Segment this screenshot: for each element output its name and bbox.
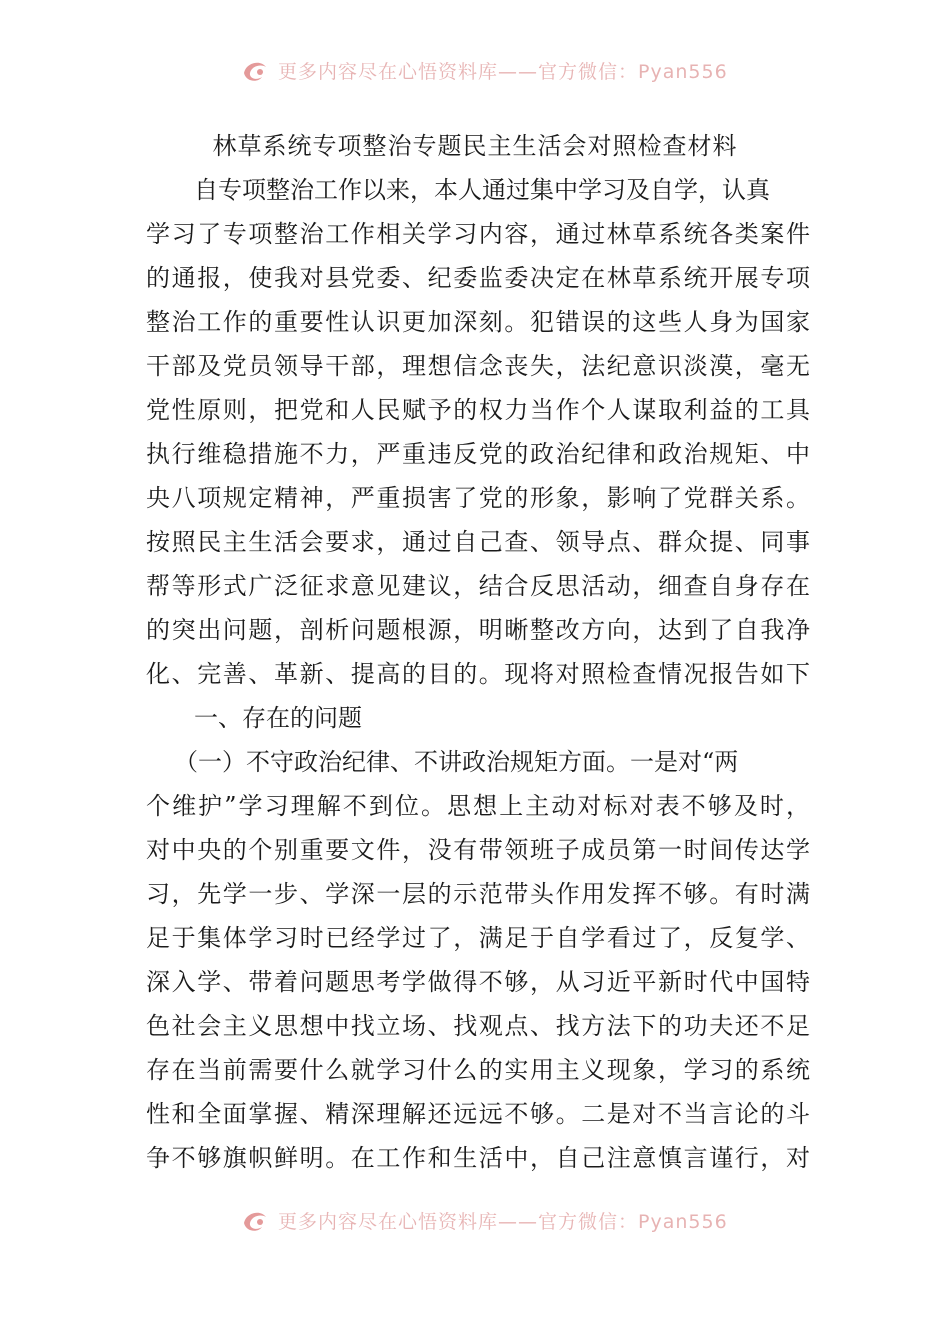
- section-heading: 一、存在的问题: [194, 704, 362, 732]
- text-line: 按照民主生活会要求，通过自己查、领导点、群众提、同事: [146, 528, 810, 556]
- text-line: 整治工作的重要性认识更加深刻。犯错误的这些人身为国家: [146, 308, 810, 336]
- watermark-footer: [240, 1200, 760, 1240]
- watermark-text: 更多内容尽在心悟资料库——官方微信：Pyan556: [278, 1210, 728, 1233]
- watermark-text: 更多内容尽在心悟资料库——官方微信：Pyan556: [278, 60, 728, 83]
- text-line: 习，先学一步、学深一层的示范带头作用发挥不够。有时满: [146, 880, 810, 908]
- text-line: 执行维稳措施不力，严重违反党的政治纪律和政治规矩、中: [146, 440, 810, 468]
- document-body: [146, 168, 810, 1180]
- text-line: 自专项整治工作以来，本人通过集中学习及自学，认真: [194, 176, 770, 204]
- text-line: 深入学、带着问题思考学做得不够，从习近平新时代中国特: [146, 968, 810, 996]
- text-line: 性和全面掌握、精深理解还远远不够。二是对不当言论的斗: [146, 1100, 810, 1128]
- text-line: 足于集体学习时已经学过了，满足于自学看过了，反复学、: [146, 924, 810, 952]
- text-line: （一）不守政治纪律、不讲政治规矩方面。一是对“两: [174, 748, 739, 776]
- text-line: 对中央的个别重要文件，没有带领班子成员第一时间传达学: [146, 836, 810, 864]
- swirl-logo-icon: [240, 1205, 270, 1235]
- text-line: 党性原则，把党和人民赋予的权力当作个人谋取利益的工具: [146, 396, 810, 424]
- text-line: 干部及党员领导干部，理想信念丧失，法纪意识淡漠，毫无: [146, 352, 810, 380]
- document-title: 林草系统专项整治专题民主生活会对照检查材料: [212, 132, 738, 160]
- text-line: 央八项规定精神，严重损害了党的形象，影响了党群关系。: [146, 484, 810, 512]
- text-line: 化、完善、革新、提高的目的。现将对照检查情况报告如下: [146, 660, 810, 688]
- watermark-header: [240, 50, 760, 90]
- text-line: 学习了专项整治工作相关学习内容，通过林草系统各类案件: [146, 220, 810, 248]
- text-line: 争不够旗帜鲜明。在工作和生活中，自己注意慎言谨行，对: [146, 1144, 810, 1172]
- text-line: 个维护”学习理解不到位。思想上主动对标对表不够及时，: [146, 792, 810, 820]
- text-line: 的突出问题，剖析问题根源，明晰整改方向，达到了自我净: [146, 616, 810, 644]
- text-line: 的通报，使我对县党委、纪委监委决定在林草系统开展专项: [146, 264, 810, 292]
- text-line: 色社会主义思想中找立场、找观点、找方法下的功夫还不足: [146, 1012, 810, 1040]
- text-line: 帮等形式广泛征求意见建议，结合反思活动，细查自身存在: [146, 572, 810, 600]
- swirl-logo-icon: [240, 55, 270, 85]
- text-line: 存在当前需要什么就学习什么的实用主义现象，学习的系统: [146, 1056, 810, 1084]
